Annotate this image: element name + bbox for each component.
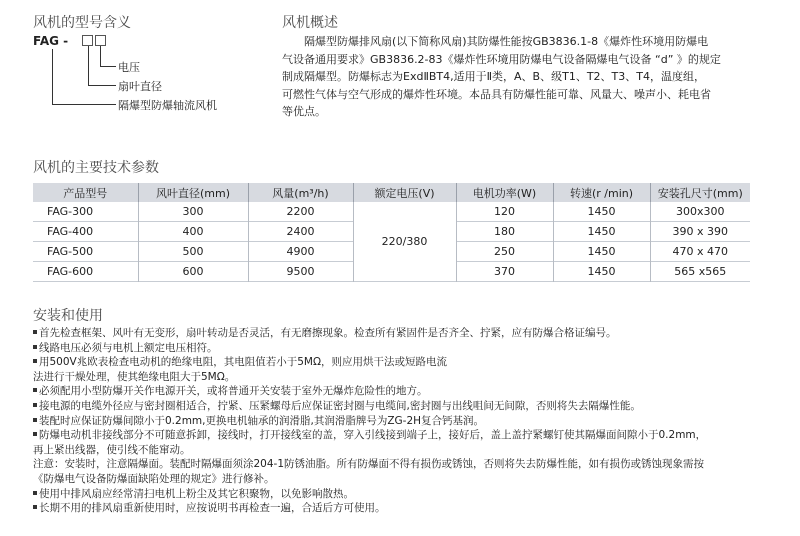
cell-voltage: 220/380 [353,202,456,282]
overview-title: 风机概述 [282,15,338,31]
header-airflow: 风量(m³/h) [248,183,353,202]
bullet-icon [33,418,37,422]
voltage-connector [100,46,101,67]
cell-diameter: 500 [138,242,248,262]
cell-model: FAG-300 [47,205,94,218]
cell-speed: 1450 [553,242,650,262]
spec-header-row [33,183,750,202]
bullet-icon [33,388,37,392]
bullet-icon [33,432,37,436]
cell-power: 250 [456,242,553,262]
header-hole: 安装孔尺寸(mm) [650,183,750,202]
install-text: 防爆电动机非接线部分不可随意拆卸，接线时，打开接线室的盖，穿入引线接到端子上，接好后，盖上盖拧紧螺钉使其隔爆面间隙小于0.2mm， [39,429,707,442]
bullet-icon [33,505,37,509]
legend-type: 隔爆型防爆轴流风机 [118,99,217,112]
header-power: 电机功率(W) [456,183,553,202]
cell-model: FAG-600 [47,265,94,278]
cell-hole: 300x300 [650,202,750,222]
cell-speed: 1450 [553,262,650,282]
install-text: 长期不用的排风扇重新使用时，应按说明书再检查一遍，合适后方可使用。 [39,502,386,515]
bullet-icon [33,491,37,495]
list-item [33,355,778,370]
type-connector [52,49,53,105]
cell-model: FAG-500 [47,245,94,258]
install-text: 再上紧出线器，使引线不能窜动。 [33,443,191,456]
header-model: 产品型号 [33,183,138,202]
bullet-icon [33,345,37,349]
bullet-icon [33,403,37,407]
list-item [33,370,778,385]
overview-line: 气设备通用要求》GB3836.2-83《爆炸性环境用防爆电气设备隔爆电气设备 “d” 》的规定 [282,52,721,66]
list-item [33,326,778,341]
install-text: 必须配用小型防爆开关作电源开关，或将普通开关安装于室外无爆炸危险性的地方。 [39,385,428,398]
list-item [33,472,778,487]
install-title: 安装和使用 [33,308,103,324]
type-connector-h [52,104,116,105]
cell-power: 180 [456,222,553,242]
cell-diameter: 300 [138,202,248,222]
list-item [33,399,778,414]
list-item [33,457,778,472]
install-text: 使用中排风扇应经常清扫电机上粉尘及其它积聚物，以免影响散热。 [39,487,354,500]
install-text: 首先检查框架、风叶有无变形，扇叶转动是否灵活，有无磨擦现象。检查所有紧固件是否齐全、拧紧，应有防爆合格证编号。 [39,327,617,339]
legend-voltage: 电压 [118,61,140,74]
list-item [33,341,778,356]
list-item [33,487,778,502]
cell-hole: 565 x565 [650,262,750,282]
cell-hole: 470 x 470 [650,242,750,262]
cell-hole: 390 x 390 [650,222,750,242]
cell-airflow: 9500 [248,262,353,282]
cell-speed: 1450 [553,202,650,222]
cell-power: 120 [456,202,553,222]
header-diameter: 风叶直径(mm) [138,183,248,202]
model-code: FAG - [33,34,69,48]
diameter-placeholder-box [95,35,106,46]
overview-text [282,33,782,121]
list-item [33,414,778,429]
bullet-icon [33,330,37,334]
legend-diameter: 扇叶直径 [118,80,162,93]
voltage-connector-h [100,66,116,67]
cell-airflow: 2200 [248,202,353,222]
cell-model: FAG-400 [47,225,94,238]
model-meaning-title: 风机的型号含义 [33,15,131,31]
overview-line: 等优点。 [282,105,326,118]
cell-diameter: 400 [138,222,248,242]
cell-speed: 1450 [553,222,650,242]
diameter-connector-h [88,85,116,86]
table-row [33,202,750,222]
install-text: 装配时应保证防爆间隙小于0.2mm,更换电机轴承的润滑脂,其润滑脂牌号为ZG-2H复合钙基润。 [39,414,485,427]
install-text: 接电源的电缆外径应与密封圈相适合，拧紧、压紧螺母后应保证密封圈与电缆间,密封圈与出线咀间无间隙，否则将失去隔爆性能。 [39,399,641,412]
header-speed: 转速(r /min) [553,183,650,202]
list-item [33,428,778,443]
overview-line: 可燃性气体与空气形成的爆炸性环境。本品具有防爆性能可靠、风量大、噪声小、耗电省 [282,87,711,101]
install-text: 用500V兆欧表检查电动机的绝缘电阻，其电阻值若小于5MΩ，则应用烘干法或短路电流 [39,356,447,369]
list-item [33,501,778,516]
specs-title: 风机的主要技术参数 [33,160,159,176]
overview-line: 制成隔爆型。防爆标志为ExdⅡBT4,适用于Ⅱ类，A、B、级T1、T2、T3、T4，温度组， [282,70,705,83]
install-text: 法进行干燥处理，使其绝缘电阻大于5MΩ。 [33,370,236,383]
cell-airflow: 2400 [248,222,353,242]
voltage-placeholder-box [82,35,93,46]
cell-diameter: 600 [138,262,248,282]
list-item [33,443,778,458]
cell-airflow: 4900 [248,242,353,262]
install-list [33,326,778,516]
bullet-icon [33,359,37,363]
install-text: 线路电压必须与电机上额定电压相符。 [39,341,218,354]
diameter-connector [88,46,89,86]
install-text: 《防爆电气设备防爆面缺陷处理的规定》进行修补。 [33,472,275,485]
cell-power: 370 [456,262,553,282]
overview-line: 隔爆型防爆排风扇(以下简称风扇)其防爆性能按GB3836.1-8《爆炸性环境用防爆电 [304,35,709,48]
list-item [33,384,778,399]
header-voltage: 额定电压(V) [353,183,456,202]
spec-table [33,183,750,282]
install-text: 注意：安装时，注意隔爆面。装配时隔爆面须涂204-1防锈油脂。所有防爆面不得有损伤或锈蚀，否则将失去防爆性能，如有损伤或锈蚀现象需按 [33,458,705,471]
